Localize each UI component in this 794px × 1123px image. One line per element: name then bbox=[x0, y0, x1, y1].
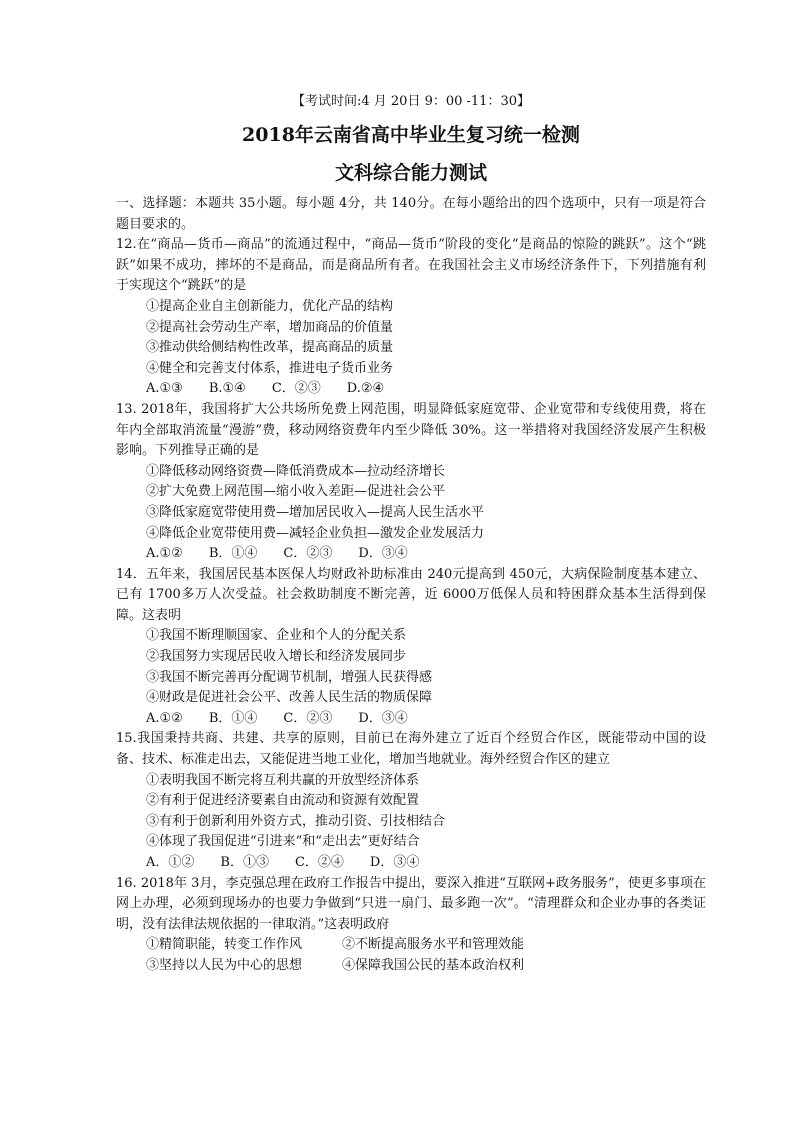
statement-1: ①我国不断理顺国家、企业和个人的分配关系 bbox=[146, 628, 407, 644]
section-intro: 一、选择题：本题共 35小题。每小题 4分，共 140分。在每小题给出的四个选项中，只有一项是符合题目要求的。 bbox=[116, 196, 706, 232]
choice-c: C．②③ bbox=[283, 546, 333, 562]
statement-row-2 bbox=[116, 956, 706, 977]
question-15 bbox=[116, 729, 706, 873]
statement-3: ③推动供给侧结构性改革，提高商品的质量 bbox=[146, 340, 394, 356]
choice-b: B.①④ bbox=[208, 381, 246, 397]
statement-1: ①表明我国不断完将互利共赢的开放型经济体系 bbox=[146, 772, 420, 788]
choice-a: A.①② bbox=[146, 546, 183, 562]
statement-1: ①降低移动网络资费—降低消费成本—拉动经济增长 bbox=[146, 463, 446, 479]
statement-1: ①精简职能，转变工作作风 bbox=[146, 937, 303, 953]
question-stem: 13. 2018年，我国将扩大公共场所免费上网范围，明显降低家庭宽带、企业宽带和专线使用费，将在年内全部取消流量“漫游”费，移动网络资费年内至少降低 30%。这一举措将对我国经济发展产生积极影响。下列推导正确的是 bbox=[116, 401, 706, 459]
statement-3: ③我国不断完善再分配调节机制，增强人民获得感 bbox=[146, 669, 433, 685]
choice-a: A．①② bbox=[146, 855, 195, 870]
statement-3: ③坚持以人民为中心的思想 bbox=[146, 957, 303, 973]
choice-b: B．①④ bbox=[208, 546, 258, 562]
choice-d: D.②④ bbox=[346, 381, 385, 397]
question-stem: 14．五年来，我国居民基本医保人均财政补助标准由 240元提高到 450元，大病保险制度基本建立、已有 1700多万人次受益。社会救助制度不断完善，近 6000万低保人员和特困群众基本生活得到保障。这表明 bbox=[116, 566, 706, 623]
answer-choices bbox=[116, 544, 706, 565]
statement-4: ④降低企业宽带使用费—减轻企业负担—激发企业发展活力 bbox=[146, 525, 485, 541]
statement-4: ④财政是促进社会公平、改善人民生活的物质保障 bbox=[146, 690, 433, 706]
answer-choices bbox=[116, 853, 706, 874]
exam-title: 2018年云南省高中毕业生复习统一检测 bbox=[242, 124, 580, 146]
question-13 bbox=[116, 400, 706, 565]
statement-2: ②扩大免费上网范围—缩小收入差距—促进社会公平 bbox=[146, 484, 446, 500]
answer-choices bbox=[116, 379, 706, 400]
statement-3: ③降低家庭宽带使用费—增加居民收入—提高人民生活水平 bbox=[146, 504, 485, 520]
answer-choices bbox=[116, 709, 706, 730]
statement-row-1 bbox=[116, 935, 706, 956]
statement-4: ④健全和完善支付体系，推进电子货币业务 bbox=[146, 360, 394, 376]
exam-time: 【考试时间:4 月 20日 9：00 -11：30】 bbox=[291, 94, 530, 109]
choice-b: B．①④ bbox=[208, 710, 258, 726]
question-stem: 16. 2018年 3月，李克强总理在政府工作报告中提出，要深入推进“互联网+政务服务”，使更多事项在网上办理，必须到现场办的也要力争做到“只进一扇门、最多跑一次”。“清理群众和企业办事的各类证明，没有法律法规依据的一律取消。”这表明政府 bbox=[116, 875, 706, 932]
choice-b: B．①③ bbox=[220, 855, 269, 870]
question-stem: 12.在“商品—货币—商品”的流通过程中，“商品—货币”阶段的变化“是商品的惊险的跳跃”。这个“跳跃”如果不成功，摔坏的不是商品，而是商品所有者。在我国社会主义市场经济条件下，下列措施有利于实现这个“跳跃”的是 bbox=[116, 237, 706, 294]
choice-d: D．③④ bbox=[358, 546, 408, 562]
question-16 bbox=[116, 874, 706, 977]
statement-4: ④保障我国公民的基本政治权利 bbox=[342, 957, 525, 973]
choice-c: C．②③ bbox=[283, 710, 333, 726]
choice-c: C．②④ bbox=[294, 855, 344, 870]
question-stem: 15.我国秉持共商、共建、共享的原则，目前已在海外建立了近百个经贸合作区，既能带动中国的设备、技术、标准走出去，又能促进当地工业化，增加当地就业。海外经贸合作区的建立 bbox=[116, 731, 706, 768]
choice-a: A.①③ bbox=[146, 381, 183, 397]
choice-d: D．③④ bbox=[369, 855, 420, 870]
statement-4: ④体现了我国促进“引进来”和“走出去”更好结合 bbox=[146, 834, 420, 850]
statement-1: ①提高企业自主创新能力，优化产品的结构 bbox=[146, 298, 394, 314]
statement-2: ②我国努力实现居民收入增长和经济发展同步 bbox=[146, 649, 407, 665]
question-12 bbox=[116, 235, 706, 400]
statement-2: ②不断提高服务水平和管理效能 bbox=[342, 937, 525, 953]
statement-2: ②提高社会劳动生产率，增加商品的价值量 bbox=[146, 319, 394, 335]
statement-2: ②有利于促进经济要素自由流动和资源有效配置 bbox=[146, 793, 420, 809]
exam-subtitle: 文科综合能力测试 bbox=[334, 162, 487, 184]
choice-d: D．③④ bbox=[358, 710, 408, 726]
question-14 bbox=[116, 565, 706, 730]
choice-c: C．②③ bbox=[271, 381, 321, 397]
statement-3: ③有利于创新利用外资方式，推动引资、引技相结合 bbox=[146, 813, 446, 829]
choice-a: A.①② bbox=[146, 710, 183, 726]
